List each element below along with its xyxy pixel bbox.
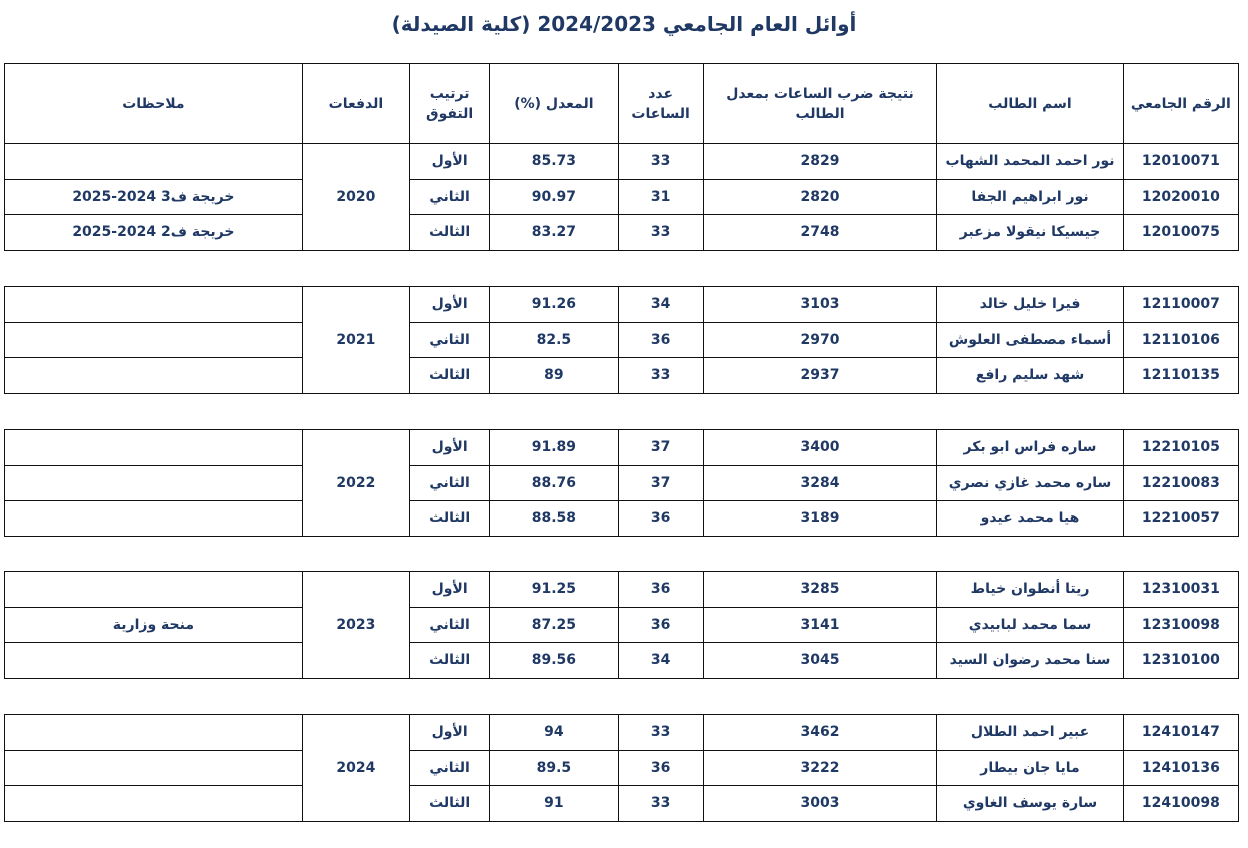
student-name-cell: سنا محمد رضوان السيد [937,643,1123,679]
score-cell: 3400 [703,430,937,466]
hours-cell: 33 [618,786,703,822]
table-row [5,750,1239,786]
notes-cell [5,643,303,679]
table-row [5,607,1239,643]
table-row [5,572,1239,608]
header-batch: الدفعات [302,64,409,144]
average-cell: 89 [490,358,618,394]
average-cell: 83.27 [490,215,618,251]
student-name-cell: سما محمد لبابيدي [937,607,1123,643]
score-cell: 3003 [703,786,937,822]
student-id-cell: 12210105 [1123,430,1238,466]
header-notes: ملاحظات [5,64,303,144]
batch-cell: 2023 [302,572,409,679]
score-cell: 3222 [703,750,937,786]
rank-cell: الثالث [410,786,490,822]
score-cell: 2970 [703,322,937,358]
student-name-cell: سارة يوسف الغاوي [937,786,1123,822]
average-cell: 88.58 [490,501,618,537]
student-id-cell: 12020010 [1123,179,1238,215]
student-id-cell: 12110106 [1123,322,1238,358]
student-name-cell: ريتا أنطوان خياط [937,572,1123,608]
student-name-cell: فيرا خليل خالد [937,287,1123,323]
notes-cell: منحة وزارية [5,607,303,643]
average-cell: 87.25 [490,607,618,643]
notes-cell [5,358,303,394]
table-row [5,179,1239,215]
hours-cell: 36 [618,322,703,358]
hours-cell: 37 [618,430,703,466]
student-name-cell: ساره محمد غازي نصري [937,465,1123,501]
student-id-cell: 12410136 [1123,750,1238,786]
hours-cell: 34 [618,287,703,323]
table-row [5,501,1239,537]
student-id-cell: 12010075 [1123,215,1238,251]
rank-cell: الثاني [410,322,490,358]
average-cell: 90.97 [490,179,618,215]
rank-cell: الثالث [410,643,490,679]
hours-cell: 33 [618,715,703,751]
student-id-cell: 12010071 [1123,144,1238,180]
score-cell: 2829 [703,144,937,180]
student-name-cell: ساره فراس ابو بكر [937,430,1123,466]
student-name-cell: شهد سليم رافع [937,358,1123,394]
notes-cell [5,786,303,822]
batch-group-2024 [4,714,1239,822]
table-row [5,430,1239,466]
average-cell: 85.73 [490,144,618,180]
notes-cell [5,501,303,537]
student-id-cell: 12410147 [1123,715,1238,751]
table-row [5,287,1239,323]
table-row [5,715,1239,751]
average-cell: 89.56 [490,643,618,679]
score-cell: 3285 [703,572,937,608]
table-row [5,215,1239,251]
hours-cell: 37 [618,465,703,501]
hours-cell: 36 [618,501,703,537]
student-name-cell: عبير احمد الطلال [937,715,1123,751]
header-rank: ترتيب التفوق [410,64,490,144]
hours-cell: 34 [618,643,703,679]
score-cell: 3141 [703,607,937,643]
batch-cell: 2024 [302,715,409,822]
hours-cell: 36 [618,572,703,608]
student-name-cell: جيسيكا نيقولا مزعبر [937,215,1123,251]
table-row [5,465,1239,501]
student-id-cell: 12310100 [1123,643,1238,679]
average-cell: 82.5 [490,322,618,358]
notes-cell [5,430,303,466]
score-cell: 3103 [703,287,937,323]
table-header [4,63,1239,144]
table-row [5,144,1239,180]
notes-cell [5,572,303,608]
rank-cell: الأول [410,715,490,751]
rank-cell: الأول [410,430,490,466]
header-average: المعدل (%) [490,64,618,144]
average-cell: 89.5 [490,750,618,786]
student-id-cell: 12410098 [1123,786,1238,822]
batch-cell: 2021 [302,287,409,394]
notes-cell: خريجة ف3 2024-2025 [5,179,303,215]
student-id-cell: 12110135 [1123,358,1238,394]
notes-cell [5,465,303,501]
score-cell: 2748 [703,215,937,251]
batch-group-2020 [4,143,1239,251]
batch-group-2023 [4,571,1239,679]
rank-cell: الأول [410,144,490,180]
rank-cell: الثاني [410,465,490,501]
average-cell: 91.26 [490,287,618,323]
notes-cell [5,287,303,323]
rank-cell: الثالث [410,501,490,537]
table-row [5,358,1239,394]
score-cell: 2937 [703,358,937,394]
notes-cell [5,322,303,358]
header-student-name: اسم الطالب [937,64,1123,144]
page-title: أوائل العام الجامعي 2024/2023 (كلية الصيدلة) [391,12,857,36]
average-cell: 94 [490,715,618,751]
batch-group-2022 [4,429,1239,537]
student-name-cell: هيا محمد عيدو [937,501,1123,537]
header-hours: عدد الساعات [618,64,703,144]
batch-group-2021 [4,286,1239,394]
student-id-cell: 12210057 [1123,501,1238,537]
average-cell: 88.76 [490,465,618,501]
rank-cell: الأول [410,572,490,608]
rank-cell: الثالث [410,215,490,251]
average-cell: 91 [490,786,618,822]
hours-cell: 33 [618,358,703,394]
table-row [5,643,1239,679]
average-cell: 91.89 [490,430,618,466]
student-id-cell: 12310098 [1123,607,1238,643]
student-name-cell: نور احمد المحمد الشهاب [937,144,1123,180]
rank-cell: الأول [410,287,490,323]
student-name-cell: أسماء مصطفى العلوش [937,322,1123,358]
notes-cell [5,750,303,786]
notes-cell [5,715,303,751]
score-cell: 2820 [703,179,937,215]
student-id-cell: 12310031 [1123,572,1238,608]
header-score: نتيجة ضرب الساعات بمعدل الطالب [703,64,937,144]
average-cell: 91.25 [490,572,618,608]
hours-cell: 36 [618,750,703,786]
rank-cell: الثاني [410,750,490,786]
batch-cell: 2022 [302,430,409,537]
header-student-id: الرقم الجامعي [1123,64,1238,144]
student-name-cell: مايا جان بيطار [937,750,1123,786]
table-row [5,786,1239,822]
score-cell: 3284 [703,465,937,501]
hours-cell: 33 [618,215,703,251]
batch-cell: 2020 [302,144,409,251]
student-id-cell: 12110007 [1123,287,1238,323]
student-id-cell: 12210083 [1123,465,1238,501]
rank-cell: الثالث [410,358,490,394]
notes-cell: خريجة ف2 2024-2025 [5,215,303,251]
rank-cell: الثاني [410,607,490,643]
score-cell: 3045 [703,643,937,679]
score-cell: 3462 [703,715,937,751]
student-name-cell: نور ابراهيم الجفا [937,179,1123,215]
hours-cell: 33 [618,144,703,180]
hours-cell: 36 [618,607,703,643]
score-cell: 3189 [703,501,937,537]
notes-cell [5,144,303,180]
table-row [5,322,1239,358]
hours-cell: 31 [618,179,703,215]
rank-cell: الثاني [410,179,490,215]
